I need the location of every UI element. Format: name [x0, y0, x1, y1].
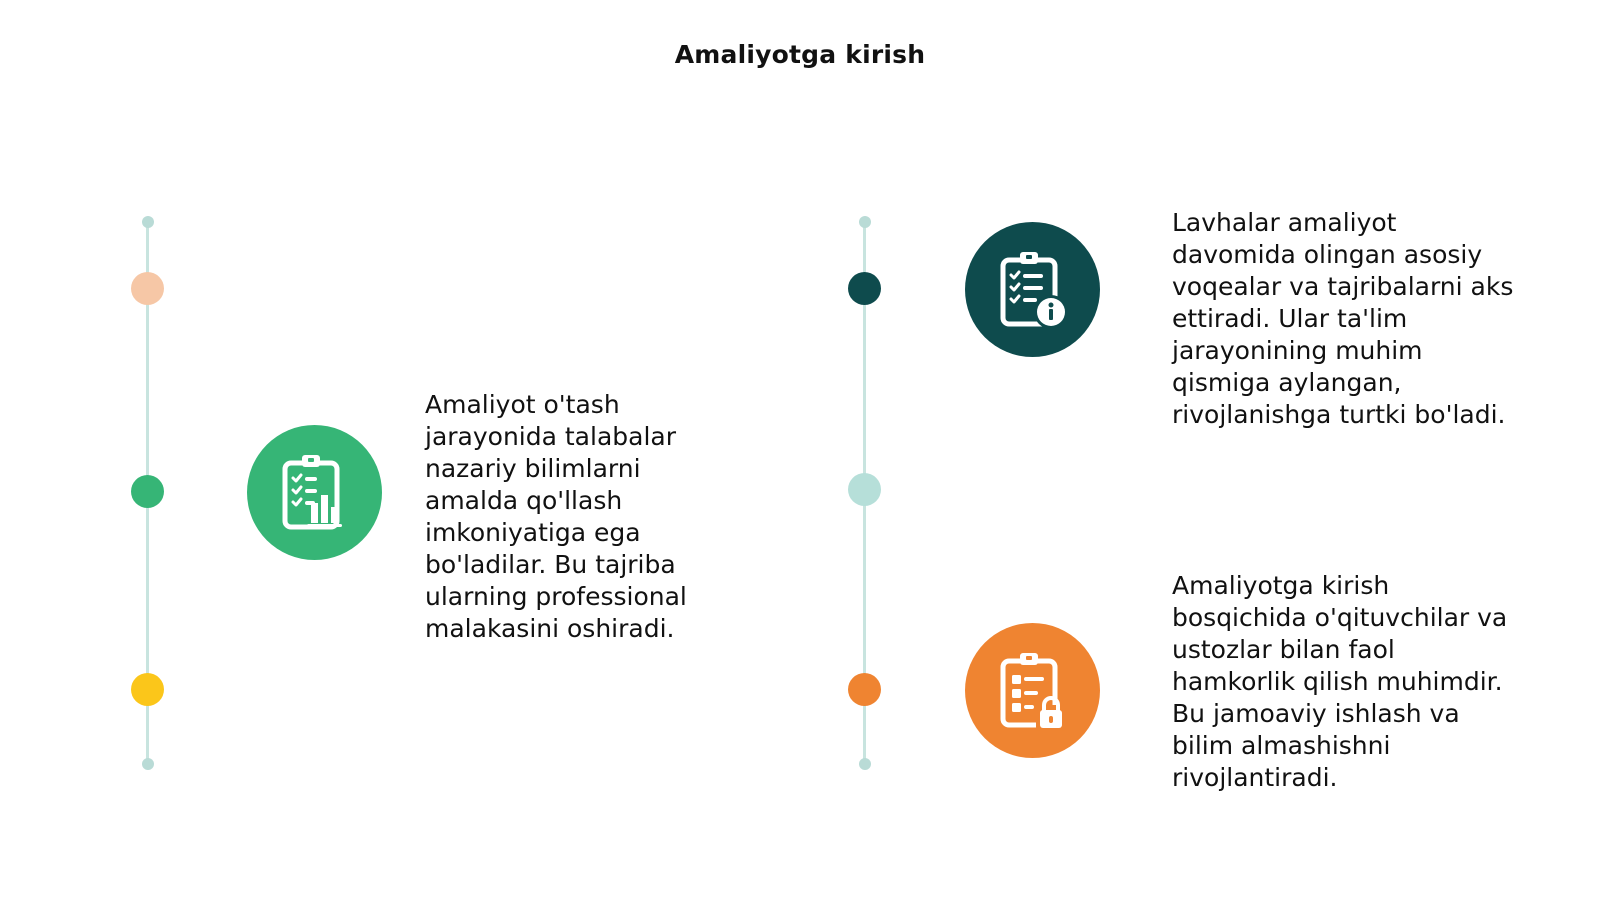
right-timeline-mint-dot: [848, 473, 881, 506]
clipboard-lock-icon: [965, 623, 1100, 758]
left-timeline-bottom-dot: [142, 758, 154, 770]
left-timeline-yellow-dot: [131, 673, 164, 706]
right-timeline-dark-teal-dot: [848, 272, 881, 305]
item-2-description: Lavhalar amaliyot davomida olingan asosiy voqealar va tajribalarni aks ettiradi. Ular ta'lim jarayonining muhim qismiga aylangan, rivojlanishga turtki bo'ladi.: [1172, 208, 1514, 429]
clipboard-info-icon: [965, 222, 1100, 357]
item-3-description: Amaliyotga kirish bosqichida o'qituvchilar va ustozlar bilan faol hamkorlik qilish muhimdir. Bu jamoaviy ishlash va bilim almashishni rivojlantiradi.: [1172, 571, 1508, 792]
item-1-description: Amaliyot o'tash jarayonida talabalar nazariy bilimlarni amalda qo'llash imkoniyatiga ega bo'ladilar. Bu tajriba ularning professional malakasini oshiradi.: [425, 390, 687, 643]
right-timeline-top-dot: [859, 216, 871, 228]
page-title: Amaliyotga kirish: [674, 40, 926, 69]
clipboard-chart-icon: [247, 425, 382, 560]
right-timeline-bottom-dot: [859, 758, 871, 770]
left-timeline-top-dot: [142, 216, 154, 228]
right-timeline-orange-dot: [848, 673, 881, 706]
left-timeline-peach-dot: [131, 272, 164, 305]
left-timeline-green-dot: [131, 475, 164, 508]
